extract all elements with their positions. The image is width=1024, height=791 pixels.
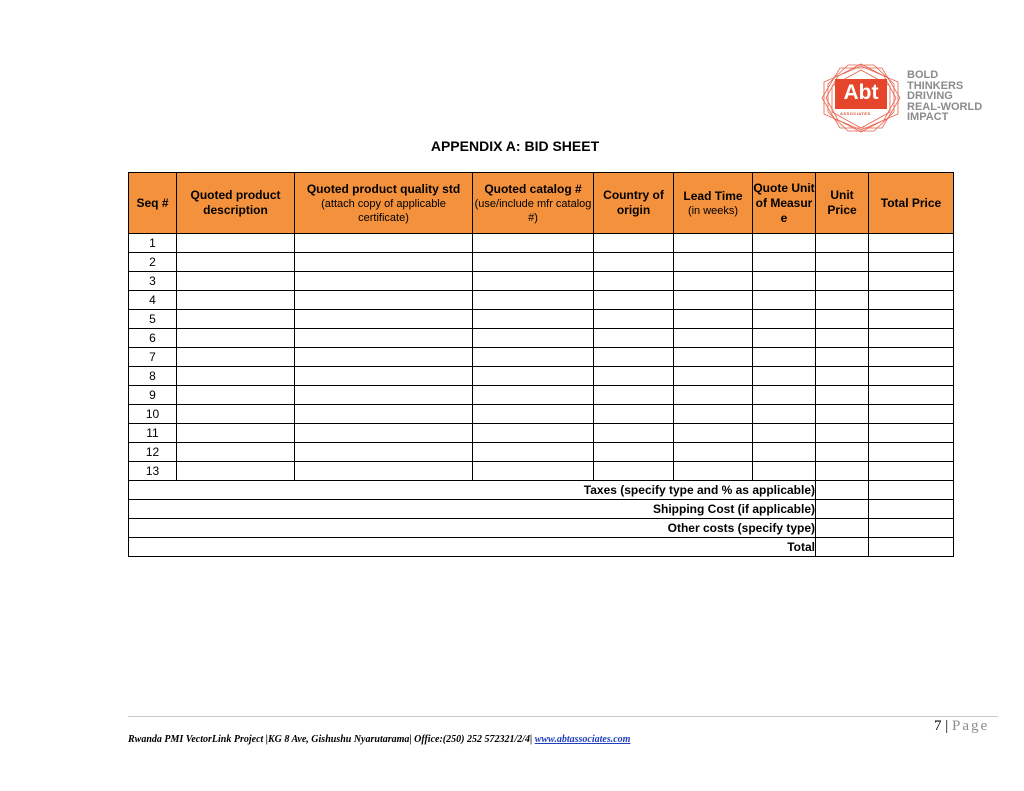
tagline-line: THINKERS xyxy=(907,79,964,92)
entry-cell[interactable] xyxy=(869,443,954,462)
entry-cell[interactable] xyxy=(177,443,295,462)
page-title-text: APPENDIX A: BID SHEET xyxy=(430,138,600,154)
table-header-row xyxy=(129,173,954,234)
header-total-price: Total Price xyxy=(869,173,954,234)
entry-cell[interactable] xyxy=(753,348,816,367)
summary-entry-cell[interactable] xyxy=(816,519,869,538)
entry-cell[interactable] xyxy=(869,253,954,272)
entry-cell[interactable] xyxy=(177,424,295,443)
entry-cell[interactable] xyxy=(473,310,594,329)
footer-divider xyxy=(128,716,998,717)
entry-cell[interactable] xyxy=(869,291,954,310)
entry-cell[interactable] xyxy=(753,310,816,329)
tagline-line: BOLD xyxy=(907,69,939,81)
entry-cell[interactable] xyxy=(473,348,594,367)
header-lead-time xyxy=(674,173,753,234)
entry-cell[interactable] xyxy=(869,272,954,291)
entry-cell[interactable] xyxy=(869,405,954,424)
entry-cell[interactable] xyxy=(869,234,954,253)
entry-cell[interactable] xyxy=(177,386,295,405)
entry-cell[interactable] xyxy=(473,386,594,405)
seq-cell: 7 xyxy=(129,348,177,367)
header-lead-sub: (in weeks) xyxy=(687,204,739,217)
entry-cell[interactable] xyxy=(753,386,816,405)
entry-cell[interactable] xyxy=(177,348,295,367)
entry-cell[interactable] xyxy=(594,367,674,386)
entry-cell[interactable] xyxy=(674,253,753,272)
entry-cell[interactable] xyxy=(674,386,753,405)
summary-row xyxy=(129,500,954,519)
entry-cell[interactable] xyxy=(674,367,753,386)
table-row xyxy=(129,462,954,481)
page-number xyxy=(934,718,989,735)
summary-label: Taxes (specify type and % as applicable) xyxy=(129,481,816,500)
logo-tagline xyxy=(907,70,1007,123)
entry-cell[interactable] xyxy=(473,443,594,462)
entry-cell[interactable] xyxy=(295,462,473,481)
seq-cell: 5 xyxy=(129,310,177,329)
entry-cell[interactable] xyxy=(295,405,473,424)
company-logo xyxy=(818,62,998,134)
entry-cell[interactable] xyxy=(816,272,869,291)
seq-cell: 2 xyxy=(129,253,177,272)
entry-cell[interactable] xyxy=(177,253,295,272)
entry-cell[interactable] xyxy=(177,405,295,424)
entry-cell[interactable] xyxy=(816,348,869,367)
entry-cell[interactable] xyxy=(594,424,674,443)
table-row xyxy=(129,272,954,291)
table-row xyxy=(129,329,954,348)
table-row xyxy=(129,291,954,310)
summary-entry-cell[interactable] xyxy=(869,481,954,500)
entry-cell[interactable] xyxy=(816,405,869,424)
entry-cell[interactable] xyxy=(753,272,816,291)
footer-address xyxy=(128,734,630,745)
entry-cell[interactable] xyxy=(674,443,753,462)
table-row xyxy=(129,405,954,424)
seq-cell: 13 xyxy=(129,462,177,481)
entry-cell[interactable] xyxy=(594,310,674,329)
page-title xyxy=(0,138,1024,154)
entry-cell[interactable] xyxy=(674,310,753,329)
entry-cell[interactable] xyxy=(295,253,473,272)
entry-cell[interactable] xyxy=(674,405,753,424)
seq-cell: 3 xyxy=(129,272,177,291)
logo-wordmark: Abt xyxy=(835,79,887,109)
entry-cell[interactable] xyxy=(869,367,954,386)
summary-entry-cell[interactable] xyxy=(869,500,954,519)
entry-cell[interactable] xyxy=(753,462,816,481)
entry-cell[interactable] xyxy=(816,424,869,443)
header-catalog-sub: (use/include mfr catalog #) xyxy=(474,197,592,224)
entry-cell[interactable] xyxy=(473,405,594,424)
entry-cell[interactable] xyxy=(816,310,869,329)
entry-cell[interactable] xyxy=(177,367,295,386)
header-catalog xyxy=(473,173,594,234)
entry-cell[interactable] xyxy=(473,424,594,443)
entry-cell[interactable] xyxy=(177,329,295,348)
logo-subtext: ASSOCIATES xyxy=(840,111,871,116)
entry-cell[interactable] xyxy=(816,443,869,462)
entry-cell[interactable] xyxy=(473,367,594,386)
entry-cell[interactable] xyxy=(594,386,674,405)
entry-cell[interactable] xyxy=(473,272,594,291)
entry-cell[interactable] xyxy=(594,272,674,291)
header-unit-measure: Quote Unit of Measur e xyxy=(753,173,816,234)
entry-cell[interactable] xyxy=(594,291,674,310)
page-number-value: 7 xyxy=(934,718,942,734)
entry-cell[interactable] xyxy=(594,329,674,348)
entry-cell[interactable] xyxy=(816,234,869,253)
entry-cell[interactable] xyxy=(753,291,816,310)
summary-entry-cell[interactable] xyxy=(869,538,954,557)
summary-entry-cell[interactable] xyxy=(816,500,869,519)
entry-cell[interactable] xyxy=(473,291,594,310)
entry-cell[interactable] xyxy=(753,424,816,443)
seq-cell: 9 xyxy=(129,386,177,405)
seq-cell: 4 xyxy=(129,291,177,310)
entry-cell[interactable] xyxy=(674,234,753,253)
header-country: Country of origin xyxy=(594,173,674,234)
entry-cell[interactable] xyxy=(295,367,473,386)
table-row xyxy=(129,443,954,462)
seq-cell: 12 xyxy=(129,443,177,462)
header-quality-main: Quoted product quality std xyxy=(306,181,461,196)
entry-cell[interactable] xyxy=(753,253,816,272)
entry-cell[interactable] xyxy=(177,234,295,253)
bid-sheet-table xyxy=(128,172,954,557)
entry-cell[interactable] xyxy=(816,291,869,310)
entry-cell[interactable] xyxy=(674,462,753,481)
summary-label: Total xyxy=(129,538,816,557)
seq-cell: 10 xyxy=(129,405,177,424)
tagline-line: REAL-WORLD xyxy=(907,100,983,113)
entry-cell[interactable] xyxy=(869,310,954,329)
entry-cell[interactable] xyxy=(594,405,674,424)
table-row xyxy=(129,386,954,405)
entry-cell[interactable] xyxy=(177,310,295,329)
entry-cell[interactable] xyxy=(594,443,674,462)
entry-cell[interactable] xyxy=(753,367,816,386)
entry-cell[interactable] xyxy=(753,443,816,462)
entry-cell[interactable] xyxy=(473,234,594,253)
header-catalog-main: Quoted catalog # xyxy=(484,181,582,196)
footer-project-text: Rwanda PMI VectorLink Project |KG 8 Ave, Gishushu Nyarutarama| Office:(250) 252 572321/2/4| xyxy=(128,734,533,745)
entry-cell[interactable] xyxy=(869,348,954,367)
table-row xyxy=(129,367,954,386)
header-lead-main: Lead Time xyxy=(683,188,743,203)
seq-cell: 11 xyxy=(129,424,177,443)
seq-cell: 8 xyxy=(129,367,177,386)
header-unit-price: Unit Price xyxy=(816,173,869,234)
entry-cell[interactable] xyxy=(295,272,473,291)
entry-cell[interactable] xyxy=(816,253,869,272)
header-description: Quoted product description xyxy=(177,173,295,234)
table-row xyxy=(129,348,954,367)
entry-cell[interactable] xyxy=(473,329,594,348)
entry-cell[interactable] xyxy=(674,272,753,291)
entry-cell[interactable] xyxy=(594,462,674,481)
entry-cell[interactable] xyxy=(177,462,295,481)
entry-cell[interactable] xyxy=(816,329,869,348)
table-row xyxy=(129,424,954,443)
entry-cell[interactable] xyxy=(869,424,954,443)
tagline-line: DRIVING xyxy=(907,90,953,102)
summary-entry-cell[interactable] xyxy=(816,481,869,500)
entry-cell[interactable] xyxy=(594,234,674,253)
entry-cell[interactable] xyxy=(674,348,753,367)
entry-cell[interactable] xyxy=(177,291,295,310)
entry-cell[interactable] xyxy=(753,234,816,253)
header-quality xyxy=(295,173,473,234)
summary-row xyxy=(129,538,954,557)
entry-cell[interactable] xyxy=(753,329,816,348)
entry-cell[interactable] xyxy=(869,386,954,405)
entry-cell[interactable] xyxy=(295,424,473,443)
entry-cell[interactable] xyxy=(473,462,594,481)
page-label: Page xyxy=(952,718,990,734)
entry-cell[interactable] xyxy=(816,367,869,386)
header-quality-sub: (attach copy of applicable certificate) xyxy=(321,197,446,224)
seq-cell: 1 xyxy=(129,234,177,253)
summary-label: Other costs (specify type) xyxy=(129,519,816,538)
entry-cell[interactable] xyxy=(594,348,674,367)
entry-cell[interactable] xyxy=(674,424,753,443)
table-body xyxy=(129,234,954,557)
summary-row xyxy=(129,519,954,538)
tagline-line: IMPACT xyxy=(907,111,949,123)
entry-cell[interactable] xyxy=(674,329,753,348)
entry-cell[interactable] xyxy=(869,329,954,348)
entry-cell[interactable] xyxy=(816,462,869,481)
footer-website-link[interactable]: www.abtassociates.com xyxy=(534,734,631,745)
entry-cell[interactable] xyxy=(295,234,473,253)
entry-cell[interactable] xyxy=(594,253,674,272)
summary-entry-cell[interactable] xyxy=(869,519,954,538)
entry-cell[interactable] xyxy=(295,329,473,348)
entry-cell[interactable] xyxy=(869,462,954,481)
entry-cell[interactable] xyxy=(295,386,473,405)
table-row xyxy=(129,253,954,272)
entry-cell[interactable] xyxy=(295,310,473,329)
entry-cell[interactable] xyxy=(473,253,594,272)
header-seq: Seq # xyxy=(129,173,177,234)
entry-cell[interactable] xyxy=(753,405,816,424)
summary-row xyxy=(129,481,954,500)
page-number-separator: | xyxy=(945,718,949,734)
entry-cell[interactable] xyxy=(816,386,869,405)
entry-cell[interactable] xyxy=(674,291,753,310)
table-row xyxy=(129,234,954,253)
summary-entry-cell[interactable] xyxy=(816,538,869,557)
summary-label: Shipping Cost (if applicable) xyxy=(129,500,816,519)
entry-cell[interactable] xyxy=(295,348,473,367)
entry-cell[interactable] xyxy=(295,291,473,310)
entry-cell[interactable] xyxy=(295,443,473,462)
table-row xyxy=(129,310,954,329)
entry-cell[interactable] xyxy=(177,272,295,291)
seq-cell: 6 xyxy=(129,329,177,348)
